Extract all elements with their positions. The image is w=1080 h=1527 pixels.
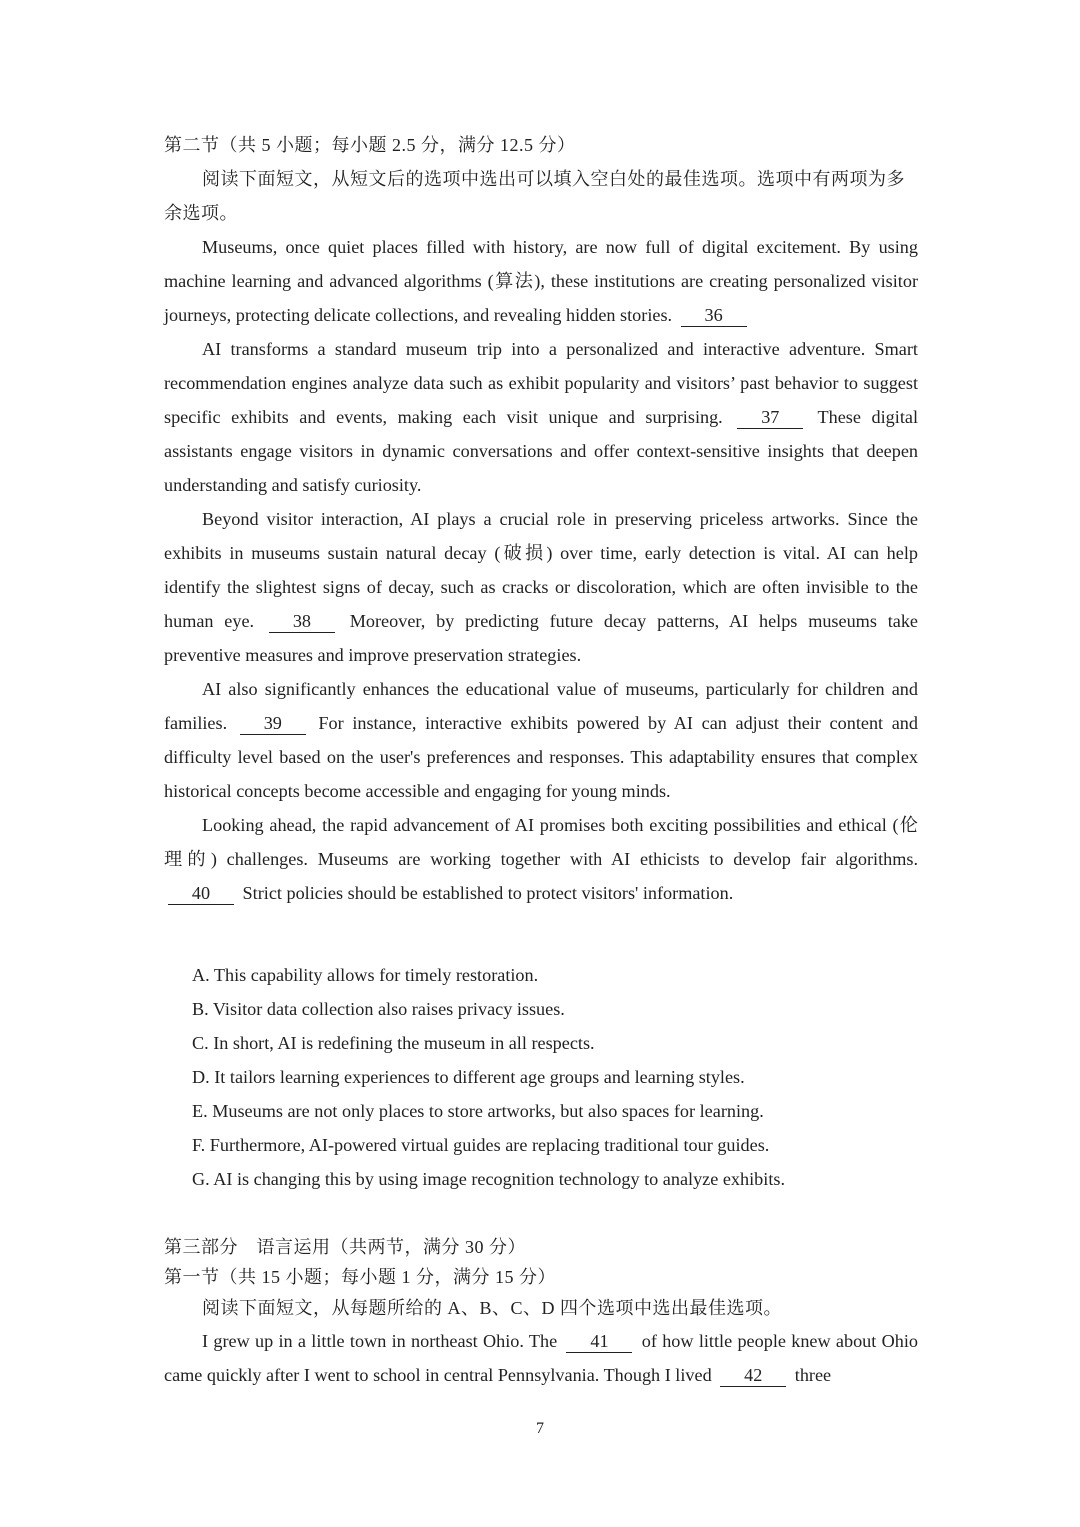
blank-39: 39 [240,712,306,735]
paragraph-text: Museums, once quiet places filled with history, are now full of digital excitement. By using machine learning and advanced algorithms (算法), these institutions are creating personalized visitor journeys, protecting delicate collections, and revealing hidden stories. [164,237,918,325]
option-e: E. Museums are not only places to store artworks, but also spaces for learning. [192,1101,764,1121]
section2-instruction: 阅读下面短文，从短文后的选项中选出可以填入空白处的最佳选项。选项中有两项为多余选项。 [164,169,905,223]
blank-36: 36 [681,304,747,327]
option-g: G. AI is changing this by using image recognition technology to analyze exhibits. [192,1169,786,1189]
paragraph-text: These digital assistants engage visitors in dynamic conversations and offer context-sensitive insights that deepen understanding and satisfy curiosity. [164,407,918,495]
paragraph-text: AI transforms a standard museum trip into a personalized and interactive adventure. Smart recommendation engines analyze data such as exhibit popularity and visitors’ past behavior to suggest specific exhibits and events, making each visit unique and surprising. [164,339,918,427]
section2-heading: 第二节（共 5 小题；每小题 2.5 分，满分 12.5 分） [164,135,576,155]
blank-40: 40 [168,882,234,905]
paragraph-text: Looking ahead, the rapid advancement of AI promises both exciting possibilities and ethical (伦理的) challenges. Museums are working together with AI ethicists to develop fair algorithms. [164,815,918,869]
option-f: F. Furthermore, AI-powered virtual guides are replacing traditional tour guides. [192,1135,770,1155]
page-number: 7 [536,1420,544,1437]
passage-paragraph-4 [164,672,918,808]
paragraph-text: AI also significantly enhances the educational value of museums, particularly for children and families. [164,679,918,733]
passage-paragraph-5 [164,808,918,910]
option-a: A. This capability allows for timely restoration. [192,965,539,985]
part3-heading: 第三部分 语言运用（共两节，满分 30 分） [164,1237,526,1257]
option-c: C. In short, AI is redefining the museum in all respects. [192,1033,595,1053]
part3-section1-heading: 第一节（共 15 小题；每小题 1 分，满分 15 分） [164,1267,556,1287]
paragraph-text: Strict policies should be established to protect visitors' information. [242,883,734,903]
paragraph-text: I grew up in a little town in northeast Ohio. The [202,1331,558,1351]
part3-paragraph-1 [164,1324,918,1392]
passage-paragraph-1 [164,230,918,332]
paragraph-text: Beyond visitor interaction, AI plays a crucial role in preserving priceless artworks. Since the exhibits in museums sustain natural decay (破损) over time, early detection is vital. AI can help identify the slightest signs of decay, such as cracks or discoloration, which are often invisible to the human eye. [164,509,918,631]
blank-37: 37 [737,406,803,429]
part3-instruction: 阅读下面短文，从每题所给的 A、B、C、D 四个选项中选出最佳选项。 [202,1298,783,1318]
option-b: B. Visitor data collection also raises privacy issues. [192,999,565,1019]
passage-paragraph-3 [164,502,918,672]
blank-42: 42 [720,1364,786,1387]
paragraph-text: of how little people knew about Ohio came quickly after I went to school in central Pennsylvania. Though I lived [164,1331,919,1385]
answer-options [164,958,918,1196]
option-d: D. It tailors learning experiences to different age groups and learning styles. [192,1067,745,1087]
paragraph-text: three [794,1365,832,1385]
part3-section [164,1232,918,1392]
blank-41: 41 [566,1330,632,1353]
passage-paragraph-2 [164,332,918,502]
paragraph-text: For instance, interactive exhibits powered by AI can adjust their content and difficulty level based on the user's preferences and responses. This adaptability ensures that complex historical concepts become accessible and engaging for young minds. [164,713,918,801]
blank-38: 38 [269,610,335,633]
paragraph-text: Moreover, by predicting future decay patterns, AI helps museums take preventive measures and improve preservation strategies. [164,611,919,665]
